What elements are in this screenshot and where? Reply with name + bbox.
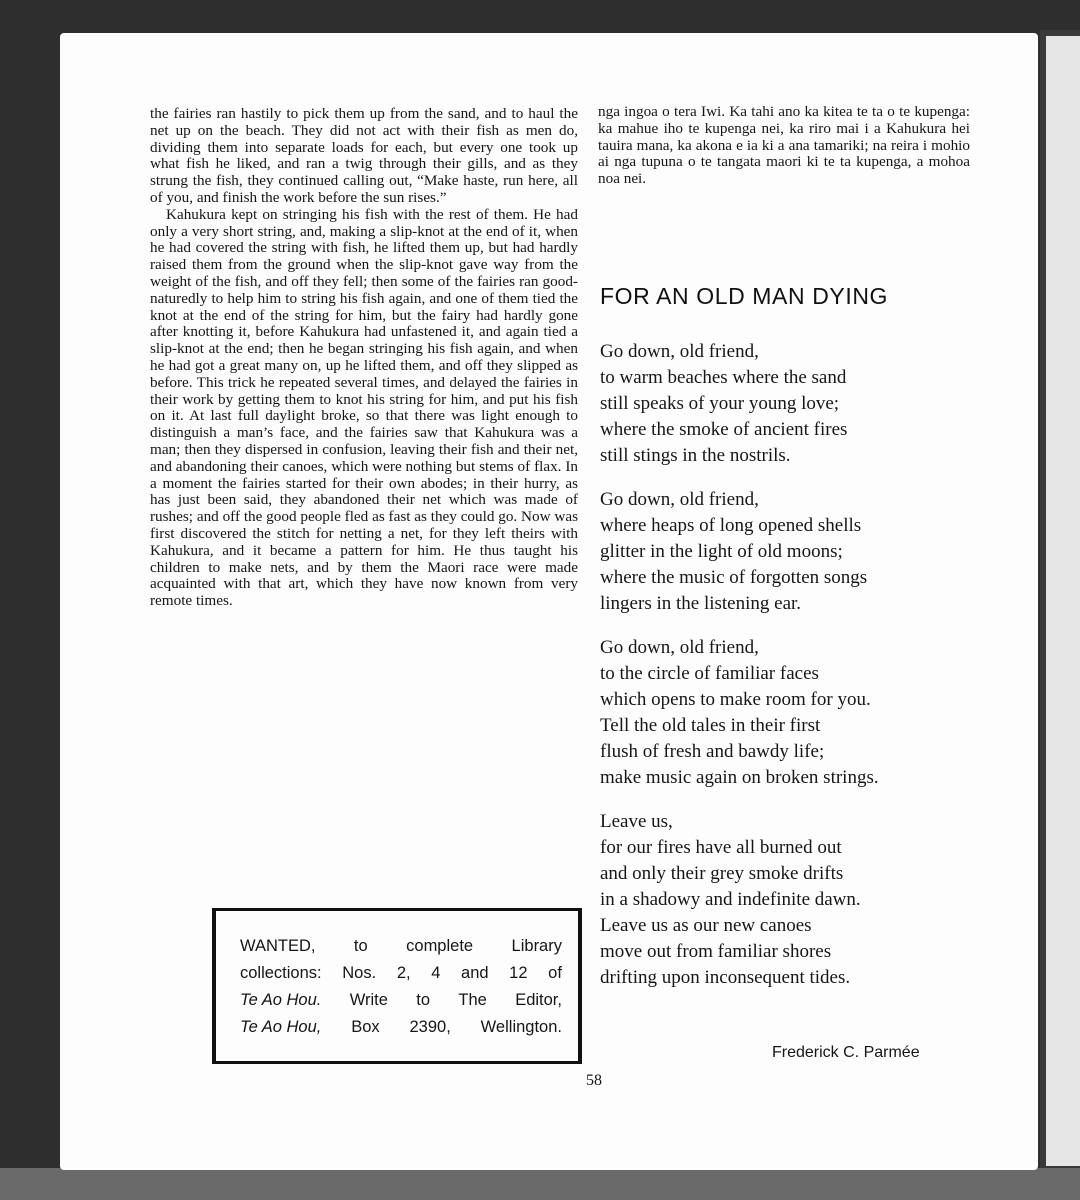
- notice-word: Box: [351, 1018, 380, 1036]
- poem-line: make music again on broken strings.: [600, 767, 879, 788]
- poem-line: Go down, old friend,: [600, 489, 759, 510]
- notice-word: 2390,: [409, 1018, 451, 1036]
- story-paragraph: the fairies ran hastily to pick them up from the sand, and to haul the net up on the beach. They did not act with their fish as men do, dividing them into separate loads for each, but every one took up what fish he liked, and ran a twig through their gills, and as they strung the fish, they continued calling out, “Make haste, run here, all of you, and finish the work before the sun rises.”: [150, 105, 578, 206]
- notice-word: 12: [509, 964, 528, 982]
- poem-line: where heaps of long opened shells: [600, 515, 862, 536]
- scan-edge-bottom: [0, 1168, 1080, 1200]
- poem-line: move out from familiar shores: [600, 941, 832, 962]
- magazine-name: Te Ao Hou,: [240, 1018, 322, 1036]
- poem-line: lingers in the listening ear.: [600, 593, 802, 614]
- page-number: 58: [586, 1072, 602, 1089]
- poem-stanza: [600, 339, 1030, 469]
- story-column: [150, 106, 578, 610]
- poem-line: where the music of forgotten songs: [600, 567, 868, 588]
- notice-line: [240, 1014, 562, 1041]
- poem-line: to warm beaches where the sand: [600, 367, 847, 388]
- poem-line: glitter in the light of old moons;: [600, 541, 843, 562]
- poem-line: in a shadowy and indefinite dawn.: [600, 889, 861, 910]
- poem-line: still speaks of your young love;: [600, 393, 840, 414]
- poem-title: FOR AN OLD MAN DYING: [600, 283, 889, 309]
- notice-word: to: [353, 937, 368, 955]
- notice-word: of: [548, 964, 562, 982]
- notice-word: complete: [406, 937, 474, 955]
- poem-line: drifting upon inconsequent tides.: [600, 967, 851, 988]
- wanted-notice-box: [212, 908, 582, 1064]
- notice-word: 2,: [396, 964, 411, 982]
- notice-word: Nos.: [342, 964, 377, 982]
- notice-word: 4: [431, 964, 441, 982]
- poem-line: Go down, old friend,: [600, 341, 759, 362]
- notice-line: [240, 987, 562, 1014]
- poem-stanza: [600, 487, 1030, 617]
- notice-word: collections:: [240, 964, 322, 982]
- wanted-notice-text: [240, 933, 562, 1041]
- poem-line: which opens to make room for you.: [600, 689, 871, 710]
- poem-line: and only their grey smoke drifts: [600, 863, 844, 884]
- poem-line: for our fires have all burned out: [600, 837, 842, 858]
- poem-line: to the circle of familiar faces: [600, 663, 819, 684]
- facing-page-edge: [1046, 36, 1080, 1166]
- poem-line: flush of fresh and bawdy life;: [600, 741, 825, 762]
- poem-line: Leave us as our new canoes: [600, 915, 812, 936]
- poem-stanza: [600, 635, 1030, 791]
- notice-word: to: [416, 991, 431, 1009]
- notice-word: Library: [511, 937, 562, 955]
- poem-author: Frederick C. Parmée: [772, 1044, 920, 1061]
- poem-stanza: [600, 809, 1030, 991]
- story-paragraph: Kahukura kept on stringing his fish with the rest of them. He had only a very short string, and, making a slip-knot at the end of it, when he had covered the string with fish, he lifted them up, but had hardly raised them from the ground when the slip-knot gave way from the weight of the fish, and off they fell; then some of the fairies ran good-naturedly to help him to string his fish again, and one of them tied the knot at the end of the string for him, but the fairy had hardly gone after knotting it, before Kahukura had unfastened it, and again tied a slip-knot at the end; then he began stringing his fish again, and when he had got a great many on, up he lifted them, and off they slipped as before. This trick he repeated several times, and delayed the fairies in their work by getting them to knot his string for him, and put his fish on it. At last full daylight broke, so that there was light enough to distinguish a man’s face, and the fairies saw that Kahukura was a man; then they dispersed in confusion, leaving their fish and their net, and abandoning their canoes, which were nothing but stems of flax. In a moment the fairies started for their own abodes; in their hurry, as has just been said, they abandoned their net which was made of rushes; and off the good people fled as fast as they could go. Now was first discovered the stitch for netting a net, for they left theirs with Kahukura, and it became a pattern for him. He thus taught his children to make nets, and by them the Maori race were made acquainted with that art, which they have now known from very remote times.: [150, 205, 578, 610]
- maori-text-paragraph: nga ingoa o tera Iwi. Ka tahi ano ka kitea te ta o te kupenga: ka mahue iho te kupenga nei, ka riro mai i a Kahukura hei tauira mana, ka akona e ia ki a ana tamariki; na reira i mohio ai nga tupuna o te tangata maori ki te ta kupenga, a mohoa noa nei.: [598, 103, 970, 188]
- poem-line: Leave us,: [600, 811, 673, 832]
- notice-word: Write: [349, 991, 388, 1009]
- notice-word: WANTED,: [240, 937, 316, 955]
- poem-body: [600, 339, 1030, 1009]
- poem-line: Tell the old tales in their first: [600, 715, 821, 736]
- notice-word: The: [458, 991, 487, 1009]
- magazine-name: Te Ao Hou.: [240, 991, 322, 1009]
- notice-word: Wellington.: [480, 1018, 562, 1036]
- poem-line: still stings in the nostrils.: [600, 445, 791, 466]
- notice-word: and: [461, 964, 489, 982]
- notice-line: [240, 933, 562, 960]
- poem-line: Go down, old friend,: [600, 637, 759, 658]
- poem-line: where the smoke of ancient fires: [600, 419, 848, 440]
- notice-word: Editor,: [515, 991, 562, 1009]
- notice-line: [240, 960, 562, 987]
